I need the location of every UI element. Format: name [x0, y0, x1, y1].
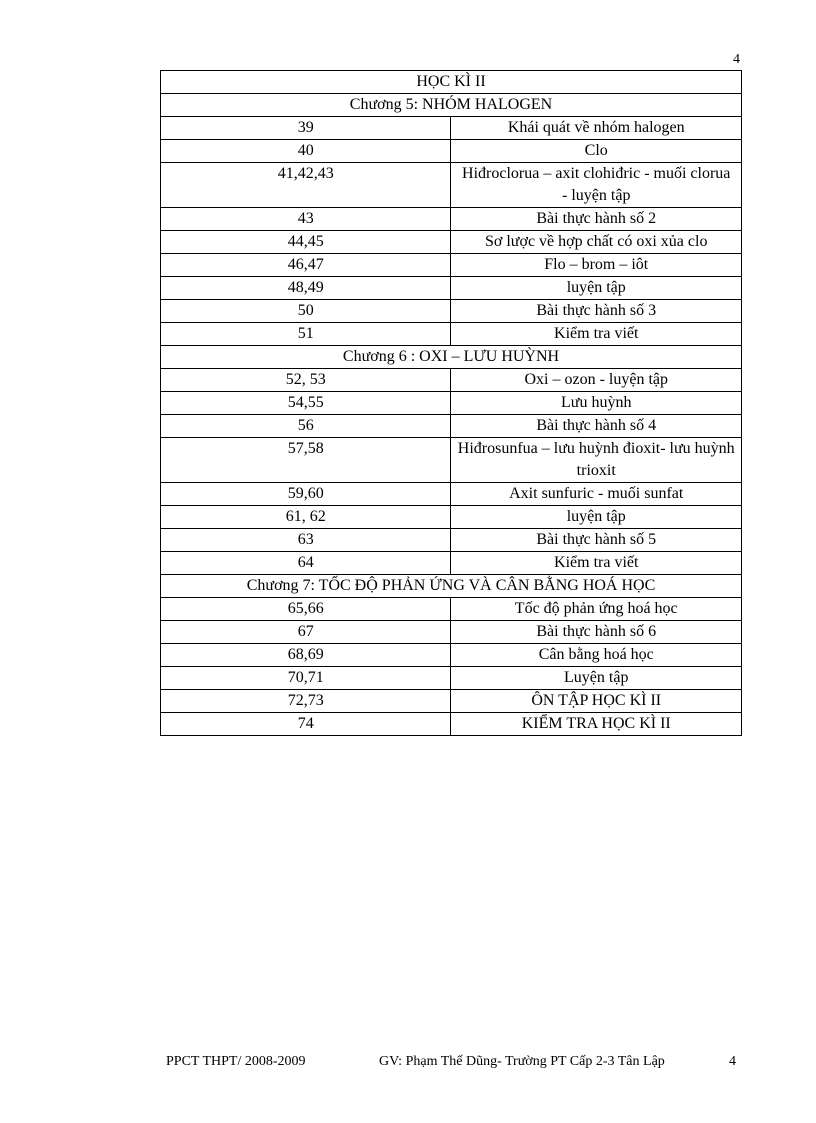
table-row [161, 483, 742, 506]
lesson-title: Cân bằng hoá học [451, 644, 742, 667]
period-number: 44,45 [161, 231, 451, 254]
chapter-header-row [161, 94, 742, 117]
table-row [161, 323, 742, 346]
page-number-top: 4 [733, 52, 740, 67]
table-row [161, 621, 742, 644]
table-row [161, 529, 742, 552]
period-number: 61, 62 [161, 506, 451, 529]
chapter-header-row [161, 575, 742, 598]
table-row [161, 231, 742, 254]
table-row [161, 552, 742, 575]
table-row [161, 438, 742, 483]
table-row [161, 254, 742, 277]
lesson-title: Kiểm tra viết [451, 552, 742, 575]
lesson-title: Tốc độ phản ứng hoá học [451, 598, 742, 621]
lesson-title: luyện tập [451, 277, 742, 300]
period-number: 70,71 [161, 667, 451, 690]
period-number: 67 [161, 621, 451, 644]
curriculum-table-body [161, 71, 742, 736]
period-number: 46,47 [161, 254, 451, 277]
semester-header-row [161, 71, 742, 94]
lesson-title: Flo – brom – iôt [451, 254, 742, 277]
lesson-title: Oxi – ozon - luyện tập [451, 369, 742, 392]
chapter-title: Chương 6 : OXI – LƯU HUỲNH [161, 346, 742, 369]
period-number: 68,69 [161, 644, 451, 667]
period-number: 50 [161, 300, 451, 323]
lesson-title: Hiđrosunfua – lưu huỳnh đioxit- lưu huỳnh trioxit [451, 438, 742, 483]
lesson-title: Hiđroclorua – axit clohiđric - muối clorua - luyện tập [451, 163, 742, 208]
chapter-title: Chương 5: NHÓM HALOGEN [161, 94, 742, 117]
curriculum-table [160, 70, 742, 736]
period-number: 72,73 [161, 690, 451, 713]
lesson-title: Bài thực hành số 4 [451, 415, 742, 438]
table-row [161, 415, 742, 438]
footer-document-code: PPCT THPT/ 2008-2009 [166, 1054, 306, 1069]
table-row [161, 598, 742, 621]
lesson-title: Axit sunfuric - muối sunfat [451, 483, 742, 506]
lesson-title: Khái quát về nhóm halogen [451, 117, 742, 140]
table-row [161, 208, 742, 231]
table-row [161, 690, 742, 713]
lesson-title: Clo [451, 140, 742, 163]
lesson-title: KIỂM TRA HỌC KÌ II [451, 713, 742, 736]
period-number: 57,58 [161, 438, 451, 483]
table-row [161, 506, 742, 529]
period-number: 63 [161, 529, 451, 552]
table-row [161, 117, 742, 140]
table-row [161, 140, 742, 163]
footer-teacher-school: GV: Phạm Thế Dũng- Trường PT Cấp 2-3 Tân Lập [379, 1054, 665, 1069]
table-row [161, 392, 742, 415]
period-number: 52, 53 [161, 369, 451, 392]
lesson-title: luyện tập [451, 506, 742, 529]
period-number: 40 [161, 140, 451, 163]
table-row [161, 300, 742, 323]
lesson-title: Bài thực hành số 6 [451, 621, 742, 644]
table-row [161, 369, 742, 392]
period-number: 51 [161, 323, 451, 346]
table-row [161, 713, 742, 736]
lesson-title: Bài thực hành số 2 [451, 208, 742, 231]
table-row [161, 667, 742, 690]
period-number: 74 [161, 713, 451, 736]
period-number: 39 [161, 117, 451, 140]
lesson-title: Kiểm tra viết [451, 323, 742, 346]
lesson-title: Lưu huỳnh [451, 392, 742, 415]
chapter-title: Chương 7: TỐC ĐỘ PHẢN ỨNG VÀ CÂN BẰNG HOÁ HỌC [161, 575, 742, 598]
lesson-title: ÔN TẬP HỌC KÌ II [451, 690, 742, 713]
chapter-header-row [161, 346, 742, 369]
semester-title: HỌC KÌ II [161, 71, 742, 94]
table-row [161, 644, 742, 667]
period-number: 54,55 [161, 392, 451, 415]
lesson-title: Bài thực hành số 5 [451, 529, 742, 552]
lesson-title: Luyện tập [451, 667, 742, 690]
period-number: 43 [161, 208, 451, 231]
table-row [161, 163, 742, 208]
period-number: 56 [161, 415, 451, 438]
table-row [161, 277, 742, 300]
period-number: 64 [161, 552, 451, 575]
period-number: 41,42,43 [161, 163, 451, 208]
lesson-title: Bài thực hành số 3 [451, 300, 742, 323]
period-number: 65,66 [161, 598, 451, 621]
period-number: 59,60 [161, 483, 451, 506]
lesson-title: Sơ lược về hợp chất có oxi xủa clo [451, 231, 742, 254]
period-number: 48,49 [161, 277, 451, 300]
footer-page-number: 4 [729, 1054, 736, 1069]
